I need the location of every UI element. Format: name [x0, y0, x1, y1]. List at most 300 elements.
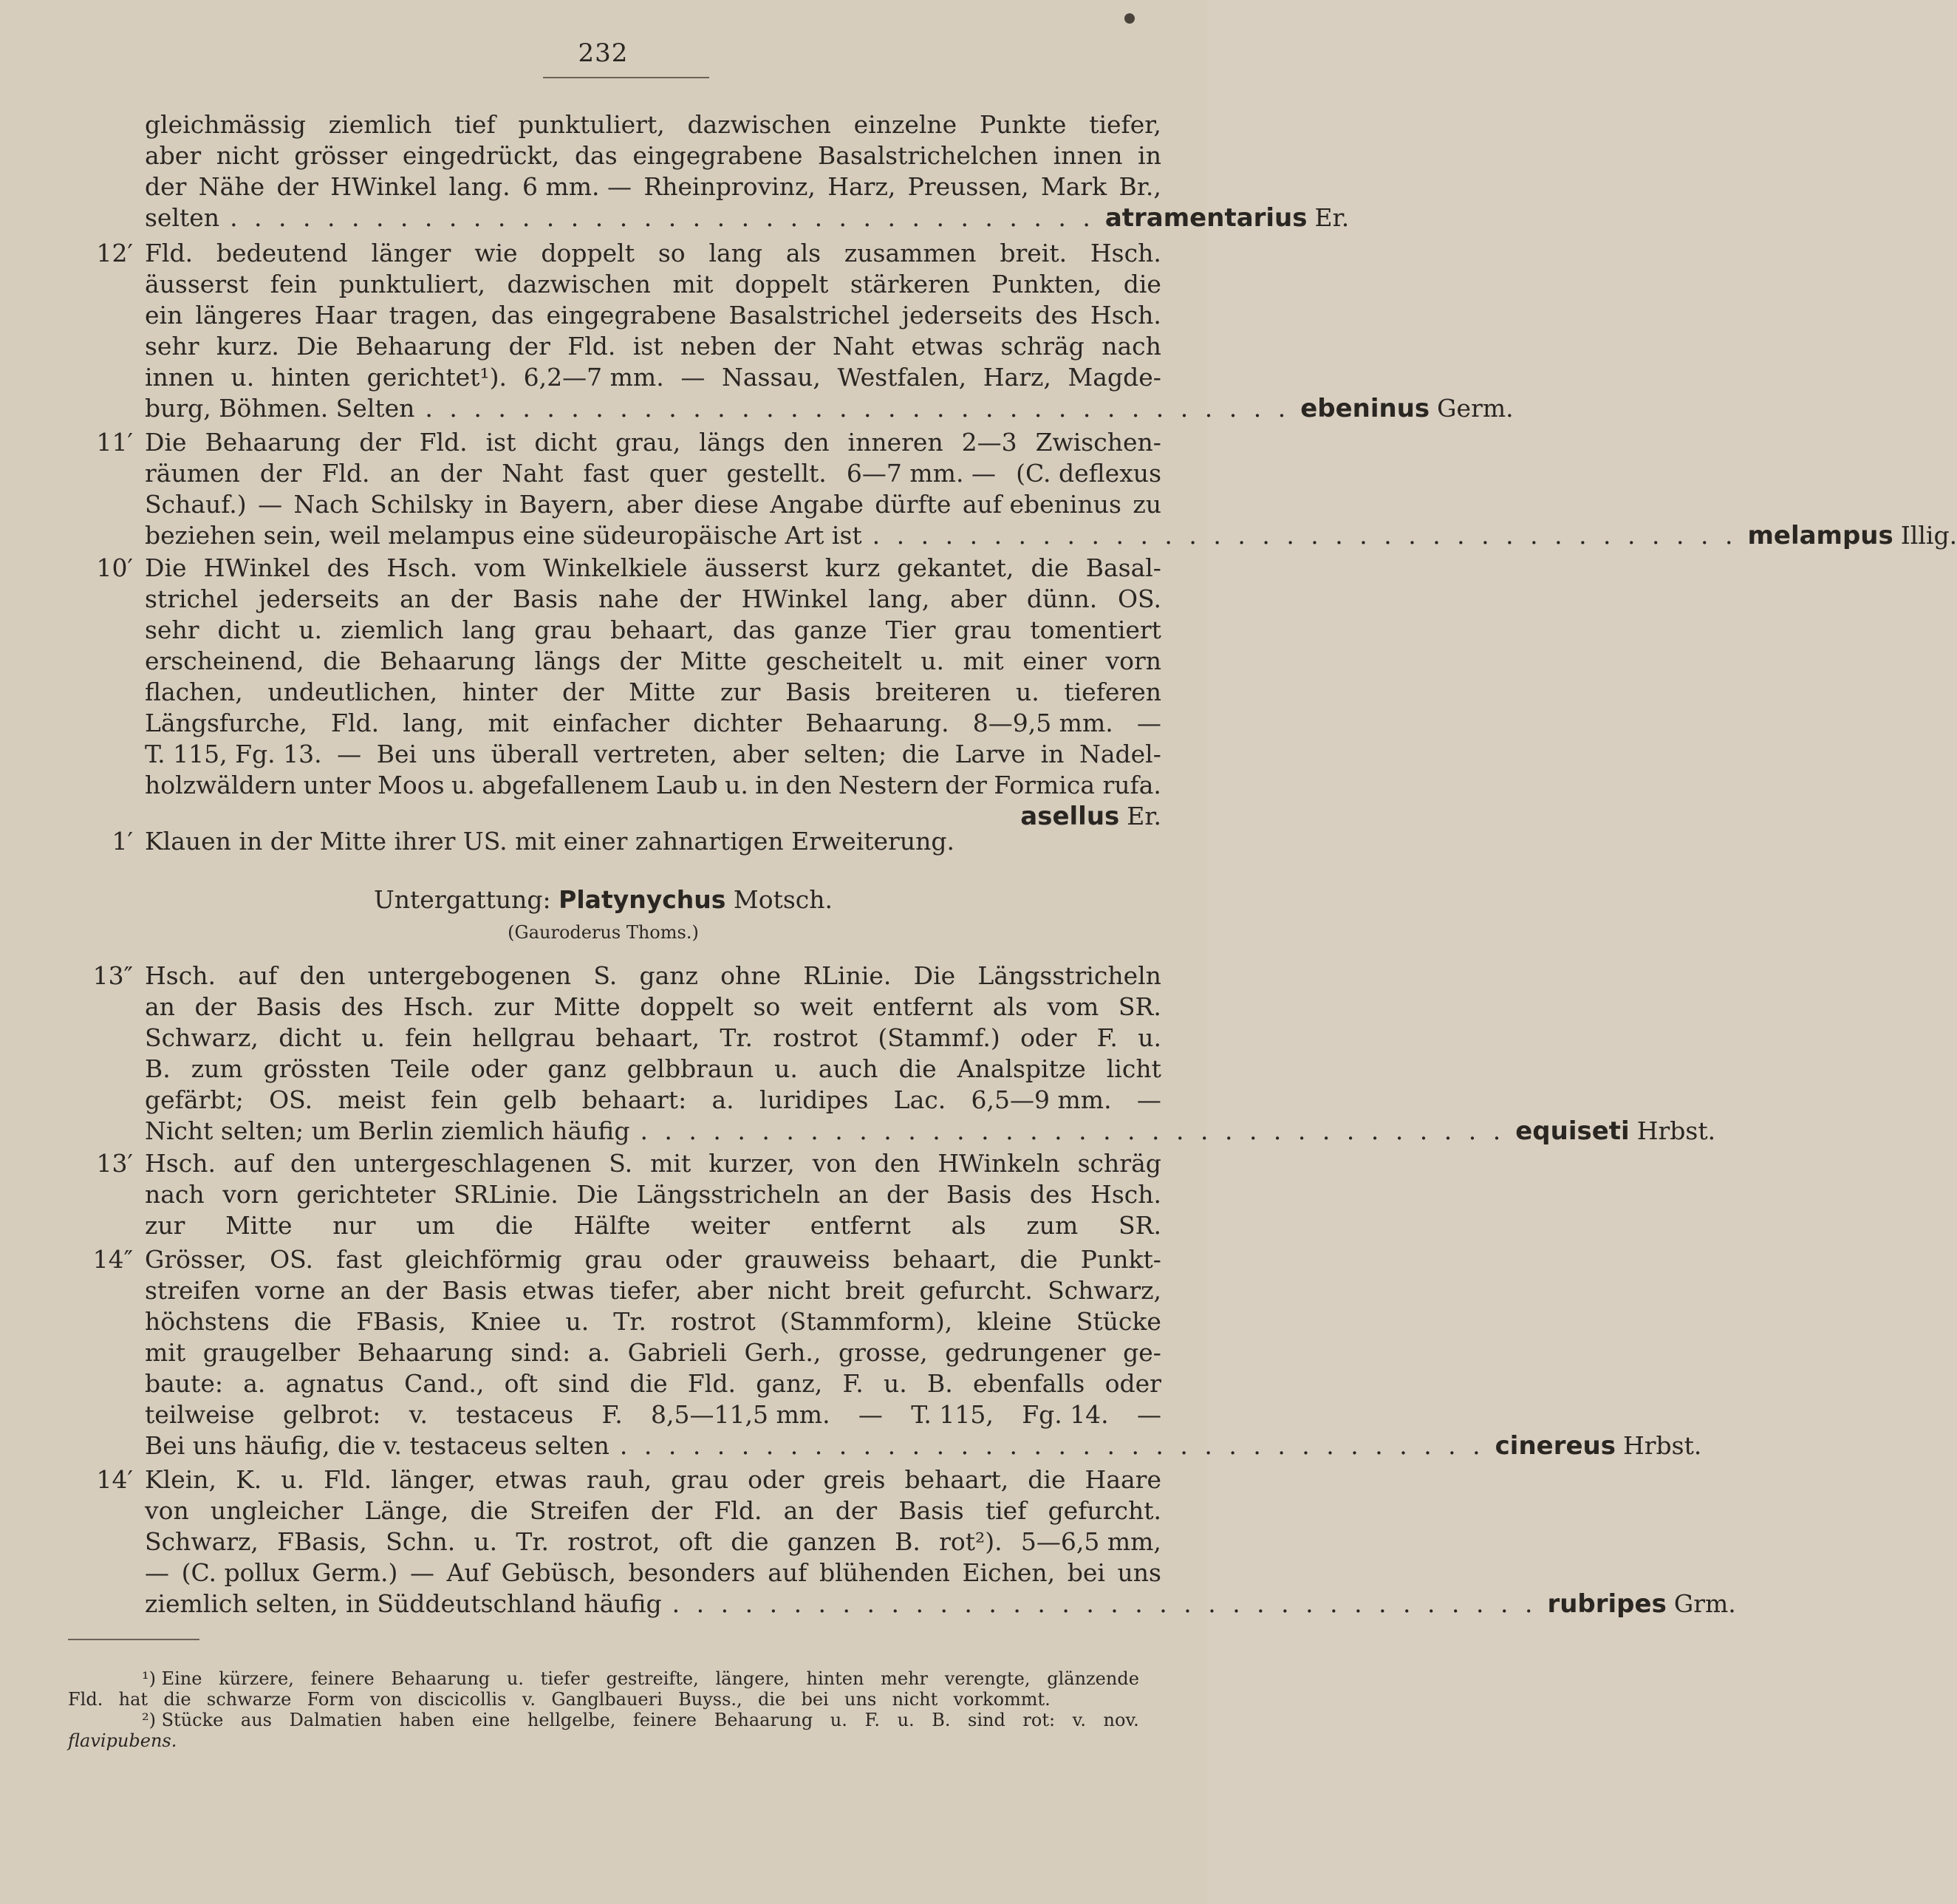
word: oder [1020, 1023, 1077, 1052]
word: Grösser, [145, 1245, 247, 1274]
couplet-number: 13′ [96, 1149, 133, 1178]
word: lang, [403, 709, 465, 737]
word: des [1035, 301, 1078, 330]
word: bedeutend [216, 239, 348, 267]
word: baute: [145, 1369, 223, 1398]
word: uns [431, 740, 477, 768]
leader-dots: . . . . . . . . . . . . . . . . . . . . . . . . . . . . . . . . . . . . [872, 521, 1738, 550]
word: grau [534, 615, 592, 644]
word: Cand., [404, 1369, 485, 1398]
word: sind: [510, 1338, 571, 1367]
word: Basis [785, 678, 851, 706]
text-line [0, 739, 1206, 770]
word: graugelber [202, 1338, 341, 1367]
word: überall [491, 740, 579, 768]
species-author: Hrbst. [1636, 1116, 1716, 1145]
word: so [753, 992, 781, 1021]
word: Analspitze [957, 1054, 1086, 1083]
footnote-text [68, 1689, 1051, 1710]
justified-text [145, 171, 1161, 202]
word: Dalmatien [289, 1710, 382, 1730]
word: u. [1015, 678, 1039, 706]
word: Preussen, [907, 172, 1029, 201]
footnote-line [0, 1668, 1206, 1689]
couplet-number: 13″ [92, 961, 133, 990]
word: — [1137, 1400, 1161, 1429]
word: aber [696, 1276, 753, 1305]
word: der [679, 584, 721, 613]
word: oft [504, 1369, 539, 1398]
text-line [0, 520, 1957, 551]
word: rot²). [939, 1527, 1003, 1556]
justified-text [145, 1275, 1161, 1306]
text-line [0, 708, 1206, 739]
text-line [0, 1275, 1206, 1306]
word: breiteren [875, 678, 991, 706]
word: Winkelkiele [543, 553, 688, 582]
key-couplet [0, 1464, 1736, 1620]
word: lang [708, 239, 763, 267]
word: — [1136, 1085, 1161, 1114]
word: Mitte [629, 678, 696, 706]
word: 8—9,5 mm. [972, 709, 1113, 737]
word: einfacher [552, 709, 670, 737]
word: gelbrot: [283, 1400, 381, 1429]
word: dichter [693, 709, 782, 737]
word: dicht [217, 615, 281, 644]
word: — [258, 490, 283, 519]
word: u. [830, 1710, 847, 1730]
word: an [389, 459, 420, 488]
word: diese [694, 490, 759, 519]
word: äusserst [704, 553, 808, 582]
word: Mitte [225, 1211, 293, 1240]
text-line [0, 1116, 1716, 1147]
word: Fld. [145, 239, 194, 267]
word: nur [332, 1211, 376, 1240]
word: hellgrau [472, 1023, 576, 1052]
word: vorn [222, 1180, 279, 1209]
word: nov. [1103, 1710, 1139, 1730]
word: aber [732, 740, 789, 768]
word: rostrot, [567, 1527, 660, 1556]
word: grosse, [838, 1338, 928, 1367]
word: F. [864, 1710, 880, 1730]
word: die [757, 1689, 786, 1710]
word: a. [711, 1085, 734, 1114]
word: höchstens [145, 1307, 270, 1336]
word: T. 115, [911, 1400, 994, 1429]
word: weit [799, 992, 853, 1021]
word: das [574, 141, 618, 170]
word: ungleicher [210, 1496, 344, 1525]
text-line [0, 553, 1206, 584]
word: oder [748, 1465, 805, 1494]
word: länger, [391, 1465, 476, 1494]
text-line [0, 992, 1206, 1023]
word: F. [842, 1369, 864, 1398]
word: jederseits [259, 584, 380, 613]
word: — [680, 363, 706, 392]
word: lang. [448, 172, 510, 201]
key-couplet [0, 427, 1957, 551]
word: 6 mm. — [522, 172, 632, 201]
justified-text [145, 1399, 1161, 1430]
word: v. [409, 1400, 428, 1429]
word: Fld. [331, 709, 380, 737]
word: äusserst [145, 270, 249, 298]
word: (C. deflexus [1016, 459, 1161, 488]
word: Behaarung [205, 428, 341, 457]
text-line [0, 331, 1206, 362]
word: SR. [1118, 1211, 1161, 1240]
word: nach [145, 1180, 205, 1209]
footnotes [0, 1668, 1206, 1751]
text-line [0, 1526, 1206, 1557]
word: gerichtet¹). [366, 363, 507, 392]
word: Schwarz, [1048, 1276, 1161, 1305]
word: die [293, 1307, 332, 1336]
word: Fld. [419, 428, 468, 457]
word: von [145, 1496, 189, 1525]
word: der [650, 1496, 693, 1525]
word: u. [281, 1465, 305, 1494]
justified-text [145, 708, 1161, 739]
word: u. [725, 771, 748, 799]
word: der [385, 1276, 428, 1305]
word: Basis [898, 1496, 964, 1525]
text-line [0, 1023, 1206, 1054]
word: kleine [977, 1307, 1052, 1336]
word: flachen, [145, 678, 243, 706]
word: Längsstricheln [977, 961, 1161, 990]
word: den [783, 428, 830, 457]
word: HWinkeln [937, 1149, 1060, 1178]
word: Bayern, [519, 490, 615, 519]
word: (Stammf.) [878, 1023, 1000, 1052]
word: tief [985, 1496, 1027, 1525]
word: oder [1104, 1369, 1161, 1398]
word: gescheitelt [765, 646, 902, 675]
word: jederseits [901, 301, 1023, 330]
word: uns [1117, 1558, 1161, 1587]
word: Basal- [1085, 553, 1161, 582]
couplet-number: 10′ [96, 553, 133, 582]
word: vom [1047, 992, 1099, 1021]
word: HWinkel [330, 172, 437, 201]
species-line [145, 520, 1957, 551]
word: Tr. [516, 1527, 550, 1556]
word: Hsch. [1090, 301, 1161, 330]
word: tiefer, [1089, 110, 1161, 139]
word: die [629, 1369, 668, 1398]
species-line [145, 1116, 1716, 1147]
word: der [259, 459, 302, 488]
word: tiefer [540, 1668, 590, 1689]
justified-text [145, 553, 1161, 584]
word: der [450, 584, 493, 613]
word: licht [1106, 1054, 1161, 1083]
text-line [0, 646, 1206, 677]
word: hinten [806, 1668, 864, 1689]
word: u. [565, 1307, 590, 1336]
word: dicht [279, 1023, 341, 1052]
word: die [163, 1689, 191, 1710]
word: hellgelbe, [527, 1710, 616, 1730]
word: grauweiss [744, 1245, 870, 1274]
word: Hsch. [1090, 239, 1161, 267]
word: FBasis, [356, 1307, 446, 1336]
word: Punkt- [1080, 1245, 1161, 1274]
word: Magde- [1068, 363, 1161, 392]
word: den [785, 771, 832, 799]
text-line [0, 202, 1350, 233]
word: oft [678, 1527, 713, 1556]
word: u. [883, 1369, 907, 1398]
word: längere, [715, 1668, 790, 1689]
word: Mitte [553, 992, 621, 1021]
word: gerichteter [296, 1180, 436, 1209]
word: vom [474, 553, 527, 582]
text-line [0, 770, 1206, 801]
word: RLinie. [803, 961, 892, 990]
word: untergebogenen [367, 961, 572, 990]
word: fein [431, 1085, 478, 1114]
footnote-text [142, 1710, 1139, 1730]
word: B. [932, 1710, 951, 1730]
text-line [0, 1210, 1206, 1241]
word: der [440, 459, 482, 488]
word: gelbbraun [626, 1054, 754, 1083]
word: Tier [885, 615, 936, 644]
word: bei [801, 1689, 829, 1710]
word: entfernt [810, 1211, 911, 1240]
word: Basalstrichel [728, 301, 889, 330]
footnote-rule [68, 1639, 199, 1640]
word: u. [506, 1668, 524, 1689]
word: discicollis [417, 1689, 507, 1710]
subgenus-author: Motsch. [733, 885, 833, 914]
word: F. [1096, 1023, 1118, 1052]
species-author: Er. [1127, 802, 1161, 830]
word: Stücke [1076, 1307, 1161, 1336]
word: agnatus [285, 1369, 384, 1398]
word: Die [576, 1180, 618, 1209]
word: Fld. [714, 1496, 762, 1525]
word: längs [699, 428, 765, 457]
word: uns [844, 1689, 877, 1710]
key-couplet [0, 553, 1206, 832]
word: B. [926, 1369, 953, 1398]
word: mit [963, 646, 1004, 675]
couplet-number: 1′ [112, 827, 133, 856]
word: kurzer, [708, 1149, 795, 1178]
word: ²) Stücke [142, 1710, 224, 1730]
word: des [327, 553, 370, 582]
word: innen [145, 363, 214, 392]
word: feinere [310, 1668, 375, 1689]
word: breit [845, 1276, 905, 1305]
justified-text [145, 458, 1161, 489]
justified-text [145, 1054, 1161, 1085]
leader-dots: . . . . . . . . . . . . . . . . . . . . . . . . . . . . . . . . . . . . [230, 203, 1095, 232]
justified-text [145, 362, 1161, 393]
word: nahe [598, 584, 659, 613]
word: Buyss., [678, 1689, 742, 1710]
word: Zwischen- [1035, 428, 1161, 457]
word: tragen, [389, 301, 479, 330]
word: als [785, 239, 822, 267]
word: unter [303, 771, 371, 799]
word: von [369, 1689, 403, 1710]
justified-text [145, 1368, 1161, 1399]
justified-text [145, 109, 1161, 140]
text-line [0, 1430, 1702, 1461]
text-line [0, 1337, 1206, 1368]
word: luridipes [759, 1085, 869, 1114]
word: Punkte [979, 110, 1067, 139]
word: Behaarung [357, 1338, 493, 1367]
word: feinere [632, 1710, 697, 1730]
word: ganz [639, 961, 698, 990]
word: Br., [1118, 172, 1161, 201]
word: 6—7 mm. — [846, 459, 996, 488]
text-line [0, 171, 1206, 202]
word: Tr. [613, 1307, 646, 1336]
word: behaart, [610, 615, 714, 644]
text-line [0, 458, 1206, 489]
word: inneren [847, 428, 943, 457]
justified-text [145, 140, 1161, 171]
leader-dots: . . . . . . . . . . . . . . . . . . . . . . . . . . . . . . . . . . . . [672, 1589, 1537, 1618]
species-name: atramentarius [1104, 203, 1308, 233]
word: mehr [881, 1668, 929, 1689]
word: SRLinie. [453, 1180, 559, 1209]
word: u. [1138, 1023, 1161, 1052]
word: ein [145, 301, 183, 330]
word: ganz, [756, 1369, 823, 1398]
word: einzelne [853, 110, 957, 139]
word: die [1031, 553, 1069, 582]
word: FBasis, [277, 1527, 367, 1556]
word: Die [913, 961, 956, 990]
word: Fld. [567, 332, 616, 361]
key-couplet [0, 109, 1350, 233]
justified-text [145, 1306, 1161, 1337]
word: sind [558, 1369, 610, 1398]
word: nicht [892, 1689, 938, 1710]
word: die [470, 1496, 508, 1525]
word: behaart, [892, 1245, 997, 1274]
word: Gebüsch, [501, 1558, 616, 1587]
word: 2—3 [961, 428, 1017, 457]
text-line [0, 1085, 1206, 1116]
word: teilweise [145, 1400, 255, 1429]
justified-text [145, 1085, 1161, 1116]
word: hinten [270, 363, 350, 392]
key-couplet [0, 826, 1206, 857]
subgenus-heading [0, 885, 1206, 914]
word: Angabe [770, 490, 864, 519]
word: räumen [145, 459, 240, 488]
word: Schn. [386, 1527, 456, 1556]
word: behaart: [581, 1085, 687, 1114]
word: nach [1102, 332, 1161, 361]
species-name: rubripes [1547, 1589, 1667, 1619]
footnote-text [142, 1668, 1139, 1689]
subgenus-prefix: Untergattung: [373, 885, 551, 914]
word: auch [818, 1054, 878, 1083]
word: neben [680, 332, 756, 361]
word: vorn [1105, 646, 1161, 675]
word: fast [583, 459, 629, 488]
word: ziemlich [328, 110, 432, 139]
word: punktuliert, [518, 110, 665, 139]
justified-text [145, 770, 1161, 801]
word: eingegrabene [546, 301, 717, 330]
word: lang [462, 615, 516, 644]
word: Hsch. [145, 1149, 216, 1178]
word: an [145, 992, 175, 1021]
word: als [951, 1211, 986, 1240]
word: rauh, [586, 1465, 652, 1494]
word: K. [236, 1465, 262, 1494]
word: stärkeren [850, 270, 970, 298]
word: Streifen [529, 1496, 629, 1525]
word: selten; [803, 740, 887, 768]
justified-text [145, 1464, 1161, 1495]
text-line [0, 1054, 1206, 1085]
justified-text [145, 1210, 1161, 1241]
word: Haare [1085, 1465, 1161, 1494]
word: grau [584, 1245, 643, 1274]
word: oder [470, 1054, 527, 1083]
key-couplet [0, 1148, 1206, 1241]
word: auf ebeninus [962, 490, 1121, 519]
word: u. [897, 1710, 915, 1730]
couplet-number: 14″ [92, 1245, 133, 1274]
word: Hsch. [1090, 1180, 1161, 1209]
word: quer [649, 459, 707, 488]
word: auf [238, 961, 278, 990]
word: greis [823, 1465, 886, 1494]
word: erscheinend, [145, 646, 304, 675]
word: innen [1053, 141, 1123, 170]
word: Laub [655, 771, 718, 799]
word: tieferen [1064, 678, 1161, 706]
word: Basis [256, 992, 321, 1021]
word: des [1029, 1180, 1073, 1209]
word: tomentiert [1030, 615, 1161, 644]
word: Naht [832, 332, 895, 361]
word: längeres [195, 301, 302, 330]
word: aber [950, 584, 1007, 613]
word: Die [296, 332, 338, 361]
word: gedrungener [945, 1338, 1106, 1367]
word: v. [522, 1689, 536, 1710]
word: bei [1067, 1558, 1105, 1587]
word: Schauf.) [145, 490, 247, 519]
word: Behaarung [380, 646, 516, 675]
word: Behaarung [391, 1668, 491, 1689]
word: u. [298, 615, 322, 644]
word: 5—6,5 mm, [1020, 1527, 1161, 1556]
leader-dots: . . . . . . . . . . . . . . . . . . . . . . . . . . . . . . . . . . . . [425, 394, 1291, 423]
word: HWinkel [741, 584, 848, 613]
word: — [1136, 709, 1161, 737]
footnote-line [0, 1730, 1206, 1751]
key-couplet [0, 238, 1514, 424]
